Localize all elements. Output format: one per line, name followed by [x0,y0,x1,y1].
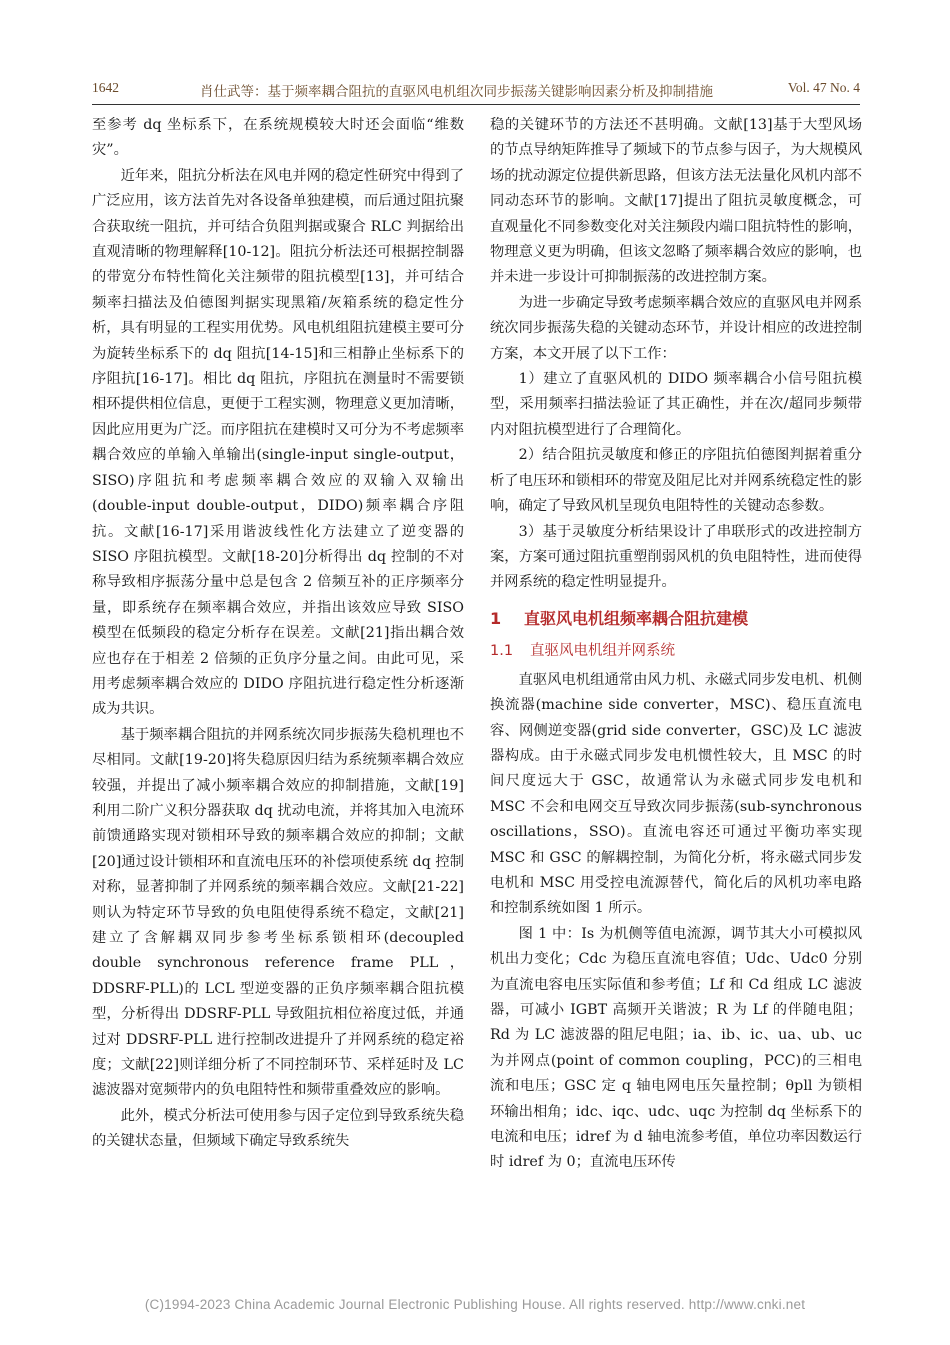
list-item: 1）建立了直驱风机的 DIDO 频率耦合小信号阻抗模型，采用频率扫描法验证了其正确性，并在次/超同步频带内对阻抗模型进行了合理简化。 [490,371,862,438]
subsection-heading [490,638,862,664]
copyright-footer: (C)1994-2023 China Academic Journal Electronic Publishing House. All rights reserved. http://www.cnki.net [144,1297,806,1312]
paragraph: 直驱风电机组通常由风力机、永磁式同步发电机、机侧换流器(machine side converter，MSC)、稳压直流电容、网侧逆变器(grid side converter，GSC)及 LC 滤波器构成。由于永磁式同步发电机惯性较大，且 MSC 的时间尺度远大于 GSC，故通常认为永磁式同步发电机和 MSC 不会和电网交互导致次同步振荡(sub-synchronous oscillations，SSO)。直流电容还可通过平衡功率实现 MSC 和 GSC 的解耦控制，为简化分析，将永磁式同步发电机和 MSC 用受控电流源替代，简化后的风机功率电路和控制系统如图 1 所示。 [490,671,862,917]
paragraph: 至参考 dq 坐标系下，在系统规模较大时还会面临“维数灾”。 [92,117,464,159]
right-column [490,113,862,1176]
paragraph: 近年来，阻抗分析法在风电并网的稳定性研究中得到了广泛应用，该方法首先对各设备单独建模，而后通过阻抗聚合获取统一阻抗，并可结合负阻判据或聚合 RLC 判据给出直观清晰的物理解释[10-12]。阻抗分析法还可根据控制器的带宽分布特性简化关注频带的阻抗模型[13]，并可结合频率扫描法及伯德图判据实现黑箱/灰箱系统的稳定性分析，具有明显的工程实用优势。风电机组阻抗建模主要可分为旋转坐标系下的 dq 阻抗[14-15]和三相静止坐标系下的序阻抗[16-17]。相比 dq 阻抗，序阻抗在测量时不需要锁相环提供相位信息，更便于工程实测，物理意义更加清晰，因此应用更为广泛。而序阻抗在建模时又可分为不考虑频率耦合效应的单输入单输出(single-input single-output，SISO)序阻抗和考虑频率耦合效应的双输入双输出(double-input double-output，DIDO)频率耦合序阻抗。文献[16-17]采用谐波线性化方法建立了逆变器的 SISO 序阻抗模型。文献[18-20]分析得出 dq 控制的不对称导致相序振荡分量中总是包含 2 倍频互补的正序频率分量，即系统存在频率耦合效应，并指出该效应导致 SISO 模型在低频段的稳定分析存在误差。文献[21]指出耦合效应也存在于相差 2 倍频的正负序分量之间。由此可见，采用考虑频率耦合效应的 DIDO 序阻抗进行稳定性分析逐渐成为共识。 [92,167,464,718]
section-title: 直驱风电机组频率耦合阻抗建模 [524,608,749,628]
running-title: 肖仕武等：基于频率耦合阻抗的直驱风电机组次同步振荡关键影响因素分析及抑制措施 [200,84,713,99]
subsection-number: 1.1 [490,642,514,659]
paragraph: 此外，模式分析法可使用参与因子定位到导致系统失稳的关键状态量，但频域下确定导致系统失 [92,1107,464,1150]
list-item: 2）结合阻抗灵敏度和修正的序阻抗伯德图判据着重分析了电压环和锁相环的带宽及阻尼比对并网系统稳定性的影响，确定了导致风机呈现负电阻特性的关键动态参数。 [490,447,862,515]
volume-label: Vol. 47 No. 4 [787,80,860,95]
paragraph: 稳的关键环节的方法还不甚明确。文献[13]基于大型风场的节点导纳矩阵推导了频域下的节点参与因子，为大规模风场的扰动源定位提供新思路，但该方法无法量化风机内部不同动态环节的影响。文献[17]提出了阻抗灵敏度概念，可直观量化不同参数变化对关注频段内端口阻抗特性的影响，物理意义更为明确，但该文忽略了频率耦合效应的影响，也并未进一步设计可抑制振荡的改进控制方案。 [490,117,862,286]
left-column [92,113,464,1155]
paragraph: 图 1 中：Is 为机侧等值电流源，调节其大小可模拟风机出力变化；Cdc 为稳压直流电容值；Udc、Udc0 分别为直流电容电压实际值和参考值；Lf 和 Cd 组成 LC 滤波器，可减小 IGBT 高频开关谐波；R 为 Lf 的伴随电阻；Rd 为 LC 滤波器的阻尼电阻；ia、ib、ic、ua、ub、uc 为并网点(point of common coupling，PCC)的三相电流和电压；GSC 定 q 轴电网电压矢量控制；θpll 为锁相环输出相角；idc、iqc、udc、uqc 为控制 dq 坐标系下的电流和电压；idref 为 d 轴电流参考值，单位功率因数运行时 idref 为 0；直流电压环传 [490,925,862,1171]
running-header [92,80,860,102]
paragraph: 为进一步确定导致考虑频率耦合效应的直驱风电并网系统次同步振荡失稳的关键动态环节，并设计相应的改进控制方案，本文开展了以下工作： [490,294,862,362]
page-number: 1642 [92,80,119,95]
header-rule [92,104,860,105]
list-item: 3）基于灵敏度分析结果设计了串联形式的改进控制方案，方案可通过阻抗重塑削弱风机的负电阻特性，进而使得并网系统的稳定性明显提升。 [490,523,862,591]
subsection-title: 直驱风电机组并网系统 [530,642,675,659]
paragraph: 基于频率耦合阻抗的并网系统次同步振荡失稳机理也不尽相同。文献[19-20]将失稳原因归结为系统频率耦合效应较强，并提出了减小频率耦合效应的抑制措施，文献[19]利用二阶广义积分器获取 dq 扰动电流，并将其加入电流环前馈通路实现对锁相环导致的频率耦合效应的抑制；文献[20]通过设计锁相环和直流电压环的补偿项使系统 dq 控制对称，显著抑制了并网系统的频率耦合效应。文献[21-22]则认为特定环节导致的负电阻使得系统不稳定，文献[21]建立了含解耦双同步参考坐标系锁相环(decoupled double synchronous reference frame PLL，DDSRF-PLL)的 LCL 型逆变器的正负序频率耦合阻抗模型，分析得出 DDSRF-PLL 导致阻抗相位裕度过低，并通过对 DDSRF-PLL 进行控制改进提升了并网系统的稳定裕度；文献[22]则详细分析了不同控制环节、采样延时及 LC 滤波器对宽频带内的负电阻特性和频带重叠效应的影响。 [92,726,464,1099]
section-heading [490,606,862,632]
section-number: 1 [490,608,502,628]
